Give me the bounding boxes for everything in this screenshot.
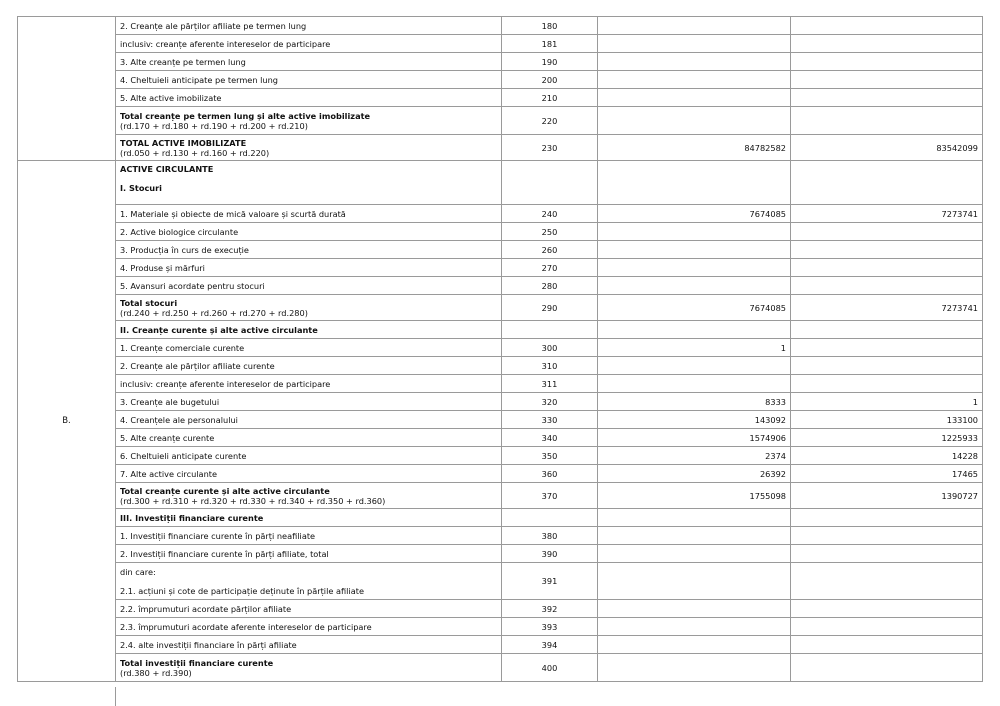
row-code: 181	[502, 35, 598, 53]
row-label: 2. Creanțe ale părților afiliate pe termen lung	[116, 17, 502, 35]
row-label-block	[116, 654, 502, 682]
row-code: 391	[502, 563, 598, 600]
value-start	[598, 107, 791, 135]
row-sublabel: 2.1. acțiuni și cote de participație deținute în părțile afiliate	[120, 585, 364, 596]
value-end: 133100	[791, 411, 983, 429]
row-label: Total stocuri	[120, 297, 178, 308]
value-end	[791, 357, 983, 375]
row-label: Total creanțe curente și alte active circulante	[120, 485, 330, 496]
row-formula: (rd.240 + rd.250 + rd.260 + rd.270 + rd.280)	[120, 307, 308, 318]
table-row	[18, 527, 983, 545]
table-row	[18, 509, 983, 527]
table-row	[18, 483, 983, 509]
row-code: 392	[502, 600, 598, 618]
row-formula: (rd.050 + rd.130 + rd.160 + rd.220)	[120, 147, 270, 158]
table-row	[18, 53, 983, 71]
value-end	[791, 545, 983, 563]
value-start	[598, 618, 791, 636]
value-end	[791, 563, 983, 600]
row-label: din care:	[120, 566, 156, 577]
value-start	[598, 527, 791, 545]
row-code: 394	[502, 636, 598, 654]
row-code: 340	[502, 429, 598, 447]
row-formula: (rd.380 + rd.390)	[120, 667, 192, 678]
value-start	[598, 71, 791, 89]
table-row	[18, 563, 983, 600]
value-start	[598, 259, 791, 277]
value-end	[791, 509, 983, 527]
table-row	[18, 321, 983, 339]
value-start: 26392	[598, 465, 791, 483]
row-code	[502, 321, 598, 339]
value-end	[791, 321, 983, 339]
table-row	[18, 277, 983, 295]
value-end	[791, 35, 983, 53]
table-row	[18, 161, 983, 205]
row-label-block	[116, 563, 502, 600]
value-end: 1390727	[791, 483, 983, 509]
row-code	[502, 509, 598, 527]
value-start	[598, 600, 791, 618]
table-row	[18, 205, 983, 223]
table-row	[18, 600, 983, 618]
row-code: 250	[502, 223, 598, 241]
row-label: TOTAL ACTIVE IMOBILIZATE	[120, 137, 247, 148]
value-end	[791, 277, 983, 295]
row-code: 330	[502, 411, 598, 429]
row-code: 260	[502, 241, 598, 259]
row-code: 270	[502, 259, 598, 277]
row-label: Total investiții financiare curente	[120, 657, 274, 668]
row-code: 311	[502, 375, 598, 393]
value-start	[598, 563, 791, 600]
value-start	[598, 17, 791, 35]
table-row	[18, 135, 983, 161]
table-row	[18, 17, 983, 35]
row-label: 2. Investiții financiare curente în părți afiliate, total	[116, 545, 502, 563]
row-label-block	[116, 483, 502, 509]
row-label: 3. Alte creanțe pe termen lung	[116, 53, 502, 71]
value-end	[791, 71, 983, 89]
value-end	[791, 223, 983, 241]
row-label: III. Investiții financiare curente	[116, 509, 502, 527]
row-label: 2.4. alte investiții financiare în părți afiliate	[116, 636, 502, 654]
row-code: 300	[502, 339, 598, 357]
value-end: 1225933	[791, 429, 983, 447]
row-label: ACTIVE CIRCULANTE	[120, 164, 214, 174]
table-row	[18, 375, 983, 393]
row-label: 1. Materiale și obiecte de mică valoare și scurtă durată	[116, 205, 502, 223]
row-label: 5. Avansuri acordate pentru stocuri	[116, 277, 502, 295]
page-edge-divider	[115, 687, 116, 706]
table-row	[18, 241, 983, 259]
value-end	[791, 241, 983, 259]
row-code: 370	[502, 483, 598, 509]
value-start	[598, 357, 791, 375]
row-code: 280	[502, 277, 598, 295]
value-end: 1	[791, 393, 983, 411]
row-label: 6. Cheltuieli anticipate curente	[116, 447, 502, 465]
row-label: inclusiv: creanțe aferente intereselor de participare	[116, 375, 502, 393]
table-row	[18, 89, 983, 107]
table-row	[18, 107, 983, 135]
value-end	[791, 339, 983, 357]
row-label: 2.2. împrumuturi acordate părților afiliate	[116, 600, 502, 618]
row-label: II. Creanțe curente și alte active circulante	[116, 321, 502, 339]
row-subheading: I. Stocuri	[120, 183, 162, 193]
value-end	[791, 600, 983, 618]
value-end	[791, 375, 983, 393]
row-label: 2.3. împrumuturi acordate aferente intereselor de participare	[116, 618, 502, 636]
table-row	[18, 411, 983, 429]
row-label: 4. Cheltuieli anticipate pe termen lung	[116, 71, 502, 89]
value-end	[791, 161, 983, 205]
value-end	[791, 636, 983, 654]
row-label: 3. Creanțe ale bugetului	[116, 393, 502, 411]
row-label-block	[116, 161, 502, 205]
value-end	[791, 53, 983, 71]
value-end	[791, 17, 983, 35]
value-start: 143092	[598, 411, 791, 429]
value-start	[598, 277, 791, 295]
value-end	[791, 259, 983, 277]
row-formula: (rd.300 + rd.310 + rd.320 + rd.330 + rd.340 + rd.350 + rd.360)	[120, 495, 386, 506]
value-start: 1574906	[598, 429, 791, 447]
value-start	[598, 509, 791, 527]
section-a-cell	[18, 17, 116, 161]
value-start: 1	[598, 339, 791, 357]
row-code: 240	[502, 205, 598, 223]
row-label: 5. Alte active imobilizate	[116, 89, 502, 107]
value-start: 7674085	[598, 295, 791, 321]
row-label: 2. Active biologice circulante	[116, 223, 502, 241]
row-code: 220	[502, 107, 598, 135]
balance-sheet-table	[17, 16, 983, 682]
row-formula: (rd.170 + rd.180 + rd.190 + rd.200 + rd.210)	[120, 120, 308, 131]
table-row	[18, 393, 983, 411]
row-label-block	[116, 295, 502, 321]
value-end	[791, 527, 983, 545]
row-code: 380	[502, 527, 598, 545]
row-label: 1. Creanțe comerciale curente	[116, 339, 502, 357]
row-code: 350	[502, 447, 598, 465]
row-code: 400	[502, 654, 598, 682]
row-label: 4. Creanțele ale personalului	[116, 411, 502, 429]
row-code: 290	[502, 295, 598, 321]
row-code: 210	[502, 89, 598, 107]
table-row	[18, 545, 983, 563]
table-row	[18, 465, 983, 483]
row-label: 7. Alte active circulante	[116, 465, 502, 483]
row-code: 180	[502, 17, 598, 35]
value-end	[791, 107, 983, 135]
row-code	[502, 161, 598, 205]
value-end	[791, 654, 983, 682]
table-row	[18, 447, 983, 465]
table-row	[18, 429, 983, 447]
section-b-cell: B.	[18, 161, 116, 682]
table-row	[18, 295, 983, 321]
value-start: 1755098	[598, 483, 791, 509]
table-row	[18, 654, 983, 682]
row-label: 2. Creanțe ale părților afiliate curente	[116, 357, 502, 375]
row-code: 310	[502, 357, 598, 375]
value-start	[598, 161, 791, 205]
value-start: 2374	[598, 447, 791, 465]
table-row	[18, 223, 983, 241]
value-start: 7674085	[598, 205, 791, 223]
value-start	[598, 654, 791, 682]
value-end: 14228	[791, 447, 983, 465]
value-start	[598, 35, 791, 53]
table-row	[18, 35, 983, 53]
value-end	[791, 89, 983, 107]
table-row	[18, 636, 983, 654]
value-start	[598, 241, 791, 259]
row-label: inclusiv: creanțe aferente intereselor de participare	[116, 35, 502, 53]
value-start	[598, 321, 791, 339]
row-code: 393	[502, 618, 598, 636]
value-start	[598, 545, 791, 563]
row-code: 200	[502, 71, 598, 89]
row-code: 390	[502, 545, 598, 563]
value-end: 7273741	[791, 205, 983, 223]
value-start	[598, 53, 791, 71]
row-label-block	[116, 107, 502, 135]
row-label: 5. Alte creanțe curente	[116, 429, 502, 447]
value-start	[598, 636, 791, 654]
table-row	[18, 71, 983, 89]
row-code: 320	[502, 393, 598, 411]
table-row	[18, 357, 983, 375]
value-end: 17465	[791, 465, 983, 483]
value-start: 8333	[598, 393, 791, 411]
row-code: 230	[502, 135, 598, 161]
value-start	[598, 223, 791, 241]
value-start	[598, 375, 791, 393]
row-label: 3. Producția în curs de execuție	[116, 241, 502, 259]
row-code: 360	[502, 465, 598, 483]
value-start	[598, 89, 791, 107]
table-row	[18, 259, 983, 277]
value-end: 7273741	[791, 295, 983, 321]
row-code: 190	[502, 53, 598, 71]
table-row	[18, 618, 983, 636]
row-label-block	[116, 135, 502, 161]
value-start: 84782582	[598, 135, 791, 161]
row-label: Total creanțe pe termen lung și alte active imobilizate	[120, 110, 371, 121]
value-end	[791, 618, 983, 636]
table-row	[18, 339, 983, 357]
row-label: 4. Produse și mărfuri	[116, 259, 502, 277]
row-label: 1. Investiții financiare curente în părți neafiliate	[116, 527, 502, 545]
value-end: 83542099	[791, 135, 983, 161]
